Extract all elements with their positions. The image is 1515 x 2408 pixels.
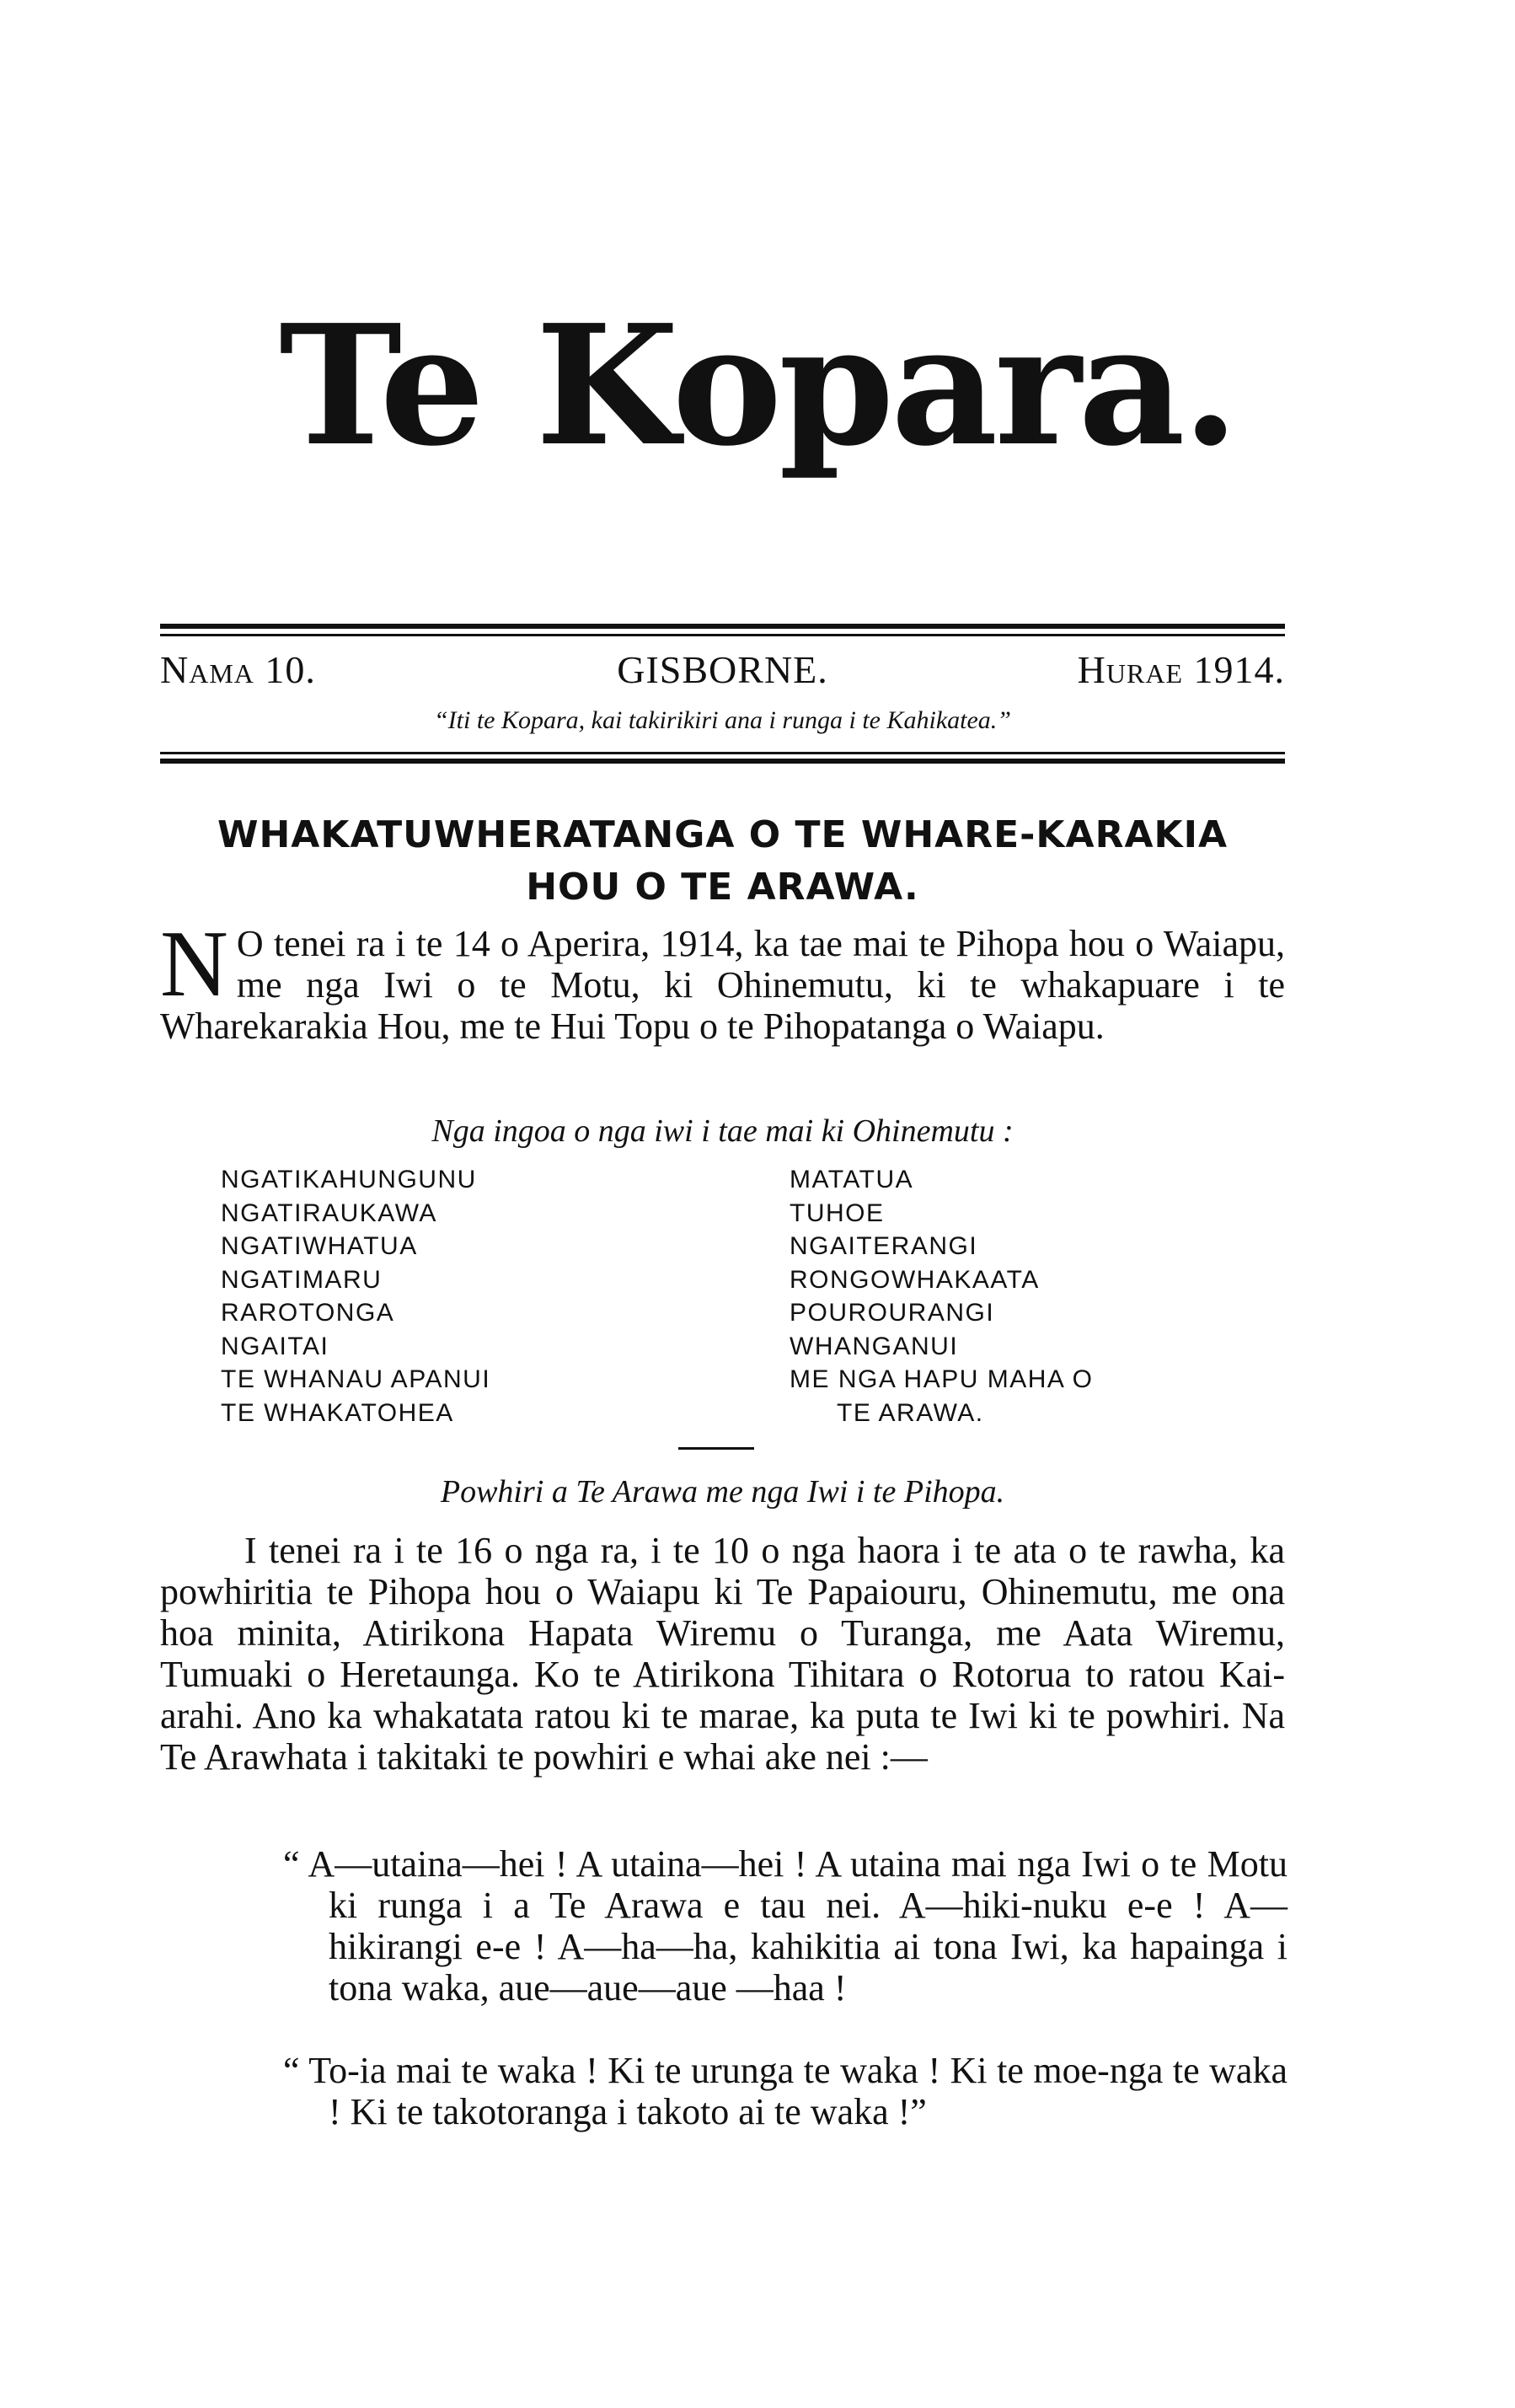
tribe-name: NGATIMARU (221, 1265, 383, 1294)
tribe-name: WHANGANUI (790, 1332, 959, 1360)
masthead-title: Te Kopara. (279, 289, 1236, 483)
top-double-rule-thin (160, 634, 1285, 636)
chant-1-text: “ A—utaina—hei ! A utaina—hei ! A utaina mai nga Iwi o te Motu ki runga i a Te Arawa e tau nei. A—hiki-nuku e-e ! A—hikirangi e-e ! A—ha—ha, kahikitia ai tona Iwi, ka hapainga i tona waka, aue—aue—aue —haa ! (283, 1843, 1287, 2008)
tribe-name: RONGOWHAKAATA (790, 1265, 1040, 1294)
tribe-name: TE WHAKATOHEA (221, 1398, 454, 1427)
tribe-name: POUROURANGI (790, 1299, 995, 1327)
bottom-double-rule (160, 759, 1285, 764)
tribes-heading: Nga ingoa o nga iwi i tae mai ki Ohinemutu : (431, 1113, 1014, 1149)
tribes-right-column (790, 1163, 1093, 1429)
tribes-left-column (221, 1163, 490, 1429)
article-heading-line2: HOU O TE ARAWA. (526, 866, 919, 909)
bottom-double-rule-thin (160, 752, 1285, 754)
motto: “Iti te Kopara, kai takirikiri ana i runga i te Kahikatea.” (434, 706, 1011, 734)
tribe-name: TUHOE (790, 1199, 885, 1227)
tribe-name: ME NGA HAPU MAHA O (790, 1365, 1094, 1393)
tribe-name: NGATIRAUKAWA (221, 1199, 437, 1227)
issue-number: Nama 10. (160, 648, 316, 691)
tribe-name: NGATIWHATUA (221, 1232, 418, 1260)
tribe-name: TE ARAWA. (837, 1398, 984, 1427)
issue-line (160, 647, 1285, 698)
tribe-name: NGAITAI (221, 1332, 329, 1360)
top-double-rule (160, 624, 1285, 629)
section-divider (678, 1447, 754, 1450)
tribe-name: NGAITERANGI (790, 1232, 978, 1260)
tribe-name: TE WHANAU APANUI (221, 1365, 491, 1393)
paragraph-2-text: I tenei ra i te 16 o nga ra, i te 10 o nga haora i te ata o te rawha, ka powhiritia te Pihopa hou o Waiapu ki Te Papaiouru, Ohinemutu, me ona hoa minita, Atirikona Hapata Wiremu o Turanga, me Aata Wiremu, Tumuaki o Heretaunga. Ko te Atirikona Tihitara o Rotorua to ratou Kai-arahi. Ano ka whakatata ratou ki te marae, ka puta te Iwi ki te powhiri. Na Te Arawhata i takitaki te powhiri e whai ake nei :— (160, 1530, 1285, 1778)
drop-cap: N (160, 912, 228, 1016)
tribe-name: NGATIKAHUNGUNU (221, 1166, 477, 1193)
chant-1 (243, 1843, 1287, 2008)
paragraph-1 (160, 912, 1285, 1047)
chant-2 (243, 2050, 1287, 2132)
tribe-name: RAROTONGA (221, 1299, 395, 1327)
article-heading-line1: WHAKATUWHERATANGA O TE WHARE-KARAKIA (217, 813, 1229, 856)
article-heading (160, 809, 1285, 914)
paragraph-1-text: O tenei ra i te 14 o Aperira, 1914, ka tae mai te Pihopa hou o Waiapu, me nga Iwi o te Motu, ki Ohinemutu, ki te whakapuare i te Wharekarakia Hou, me te Hui Topu o te Pihopatanga o Waiapu. (160, 923, 1285, 1047)
subheading-powhiri: Powhiri a Te Arawa me nga Iwi i te Pihopa. (440, 1474, 1005, 1510)
tribe-name: MATATUA (790, 1166, 914, 1193)
paragraph-2 (160, 1530, 1285, 1778)
issue-date: Hurae 1914. (1077, 648, 1285, 691)
chant-2-text: “ To-ia mai te waka ! Ki te urunga te waka ! Ki te moe-nga te waka ! Ki te takotoranga i takoto ai te waka !” (283, 2050, 1287, 2132)
issue-place: GISBORNE. (617, 648, 828, 691)
